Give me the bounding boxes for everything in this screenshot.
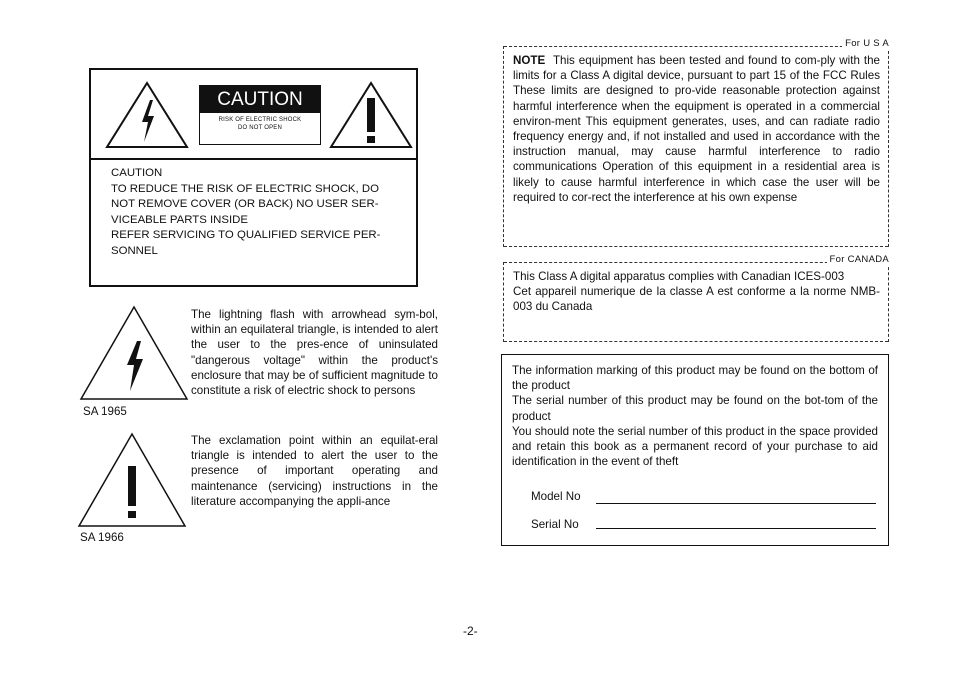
caution-line-2: NOT REMOVE COVER (OR BACK) NO USER SER- [111,198,379,211]
caution-heading: CAUTION [111,167,163,179]
large-exclamation-triangle-icon [77,432,187,528]
canada-notice-text [513,269,880,315]
caution-line-4: REFER SERVICING TO QUALIFIED SERVICE PER- [111,229,381,242]
lightning-warning-icon [104,80,190,150]
canada-notice-box [503,254,889,342]
fcc-notice-box [503,38,889,247]
caution-text-block [111,166,409,260]
exclamation-warning-icon [328,80,414,150]
caution-panel-divider [89,158,418,160]
fcc-region-label: For U S A [842,38,889,49]
canada-french-line: Cet appareil numerique de la classe A est conforme a la norme NMB-003 du Canada [513,285,880,314]
fcc-note-label: NOTE [513,54,546,67]
page-number: -2- [463,624,478,638]
info-marking-para: The information marking of this product may be found on the bottom of the product [512,364,878,393]
record-serial-para: You should note the serial number of this product in the space provided and retain this book as a permanent record of your purchase to aid identification in the event of theft [512,424,878,469]
sa1966-code: SA 1966 [80,531,124,544]
caution-badge-title: CAUTION [200,86,320,113]
caution-badge-sub-2: DO NOT OPEN [237,125,283,131]
canada-english-line: This Class A digital apparatus complies with Canadian ICES-003 [513,270,845,283]
lightning-description: The lightning flash with arrowhead sym-bol, within an equilateral triangle, is intended to alert the user to the pres-ence of uninsulated "dangerous voltage" within the product's enclosure that may be of sufficient magnitude to constitute a risk of electric shock to persons [191,308,438,398]
serial-location-para: The serial number of this product may be found on the bot-tom of the product [512,394,878,423]
sa1965-code: SA 1965 [83,405,127,418]
fcc-notice-text [513,53,880,205]
fcc-note-body: This equipment has been tested and found to com-ply with the limits for a Class A digital device, pursuant to part 15 of the FCC Rules These limits are designed to pro-vide reasonable protection against harmful interference when the equipment is operated in a commercial environ-ment This equipment generates, uses, and can radiate radio frequency energy and, if not installed and used in accordance with the instruction manual, may cause harmful interference to radio communications Operation of this equipment in a residential area is likely to cause harmful interference in which case the user will be required to cor-rect the interference at his own expense [513,54,880,204]
exclamation-description: The exclamation point within an equilat-eral triangle is intended to alert the user to the presence of important operating and maintenance (servicing) instructions in the literature accompanying the appli-ance [191,434,438,508]
serial-no-field[interactable] [596,528,876,529]
product-info-box [501,354,889,546]
caution-line-5: SONNEL [111,244,158,257]
product-info-text [512,363,878,469]
canada-region-label: For CANADA [827,254,889,265]
caution-badge [199,85,321,145]
caution-line-1: TO REDUCE THE RISK OF ELECTRIC SHOCK, DO [111,182,379,195]
caution-line-3: VICEABLE PARTS INSIDE [111,213,248,226]
model-no-field[interactable] [596,503,876,504]
caution-badge-sub-1: RISK OF ELECTRIC SHOCK [218,117,302,123]
large-lightning-triangle-icon [79,305,189,401]
model-no-label: Model No [531,490,581,503]
serial-no-label: Serial No [531,518,579,531]
